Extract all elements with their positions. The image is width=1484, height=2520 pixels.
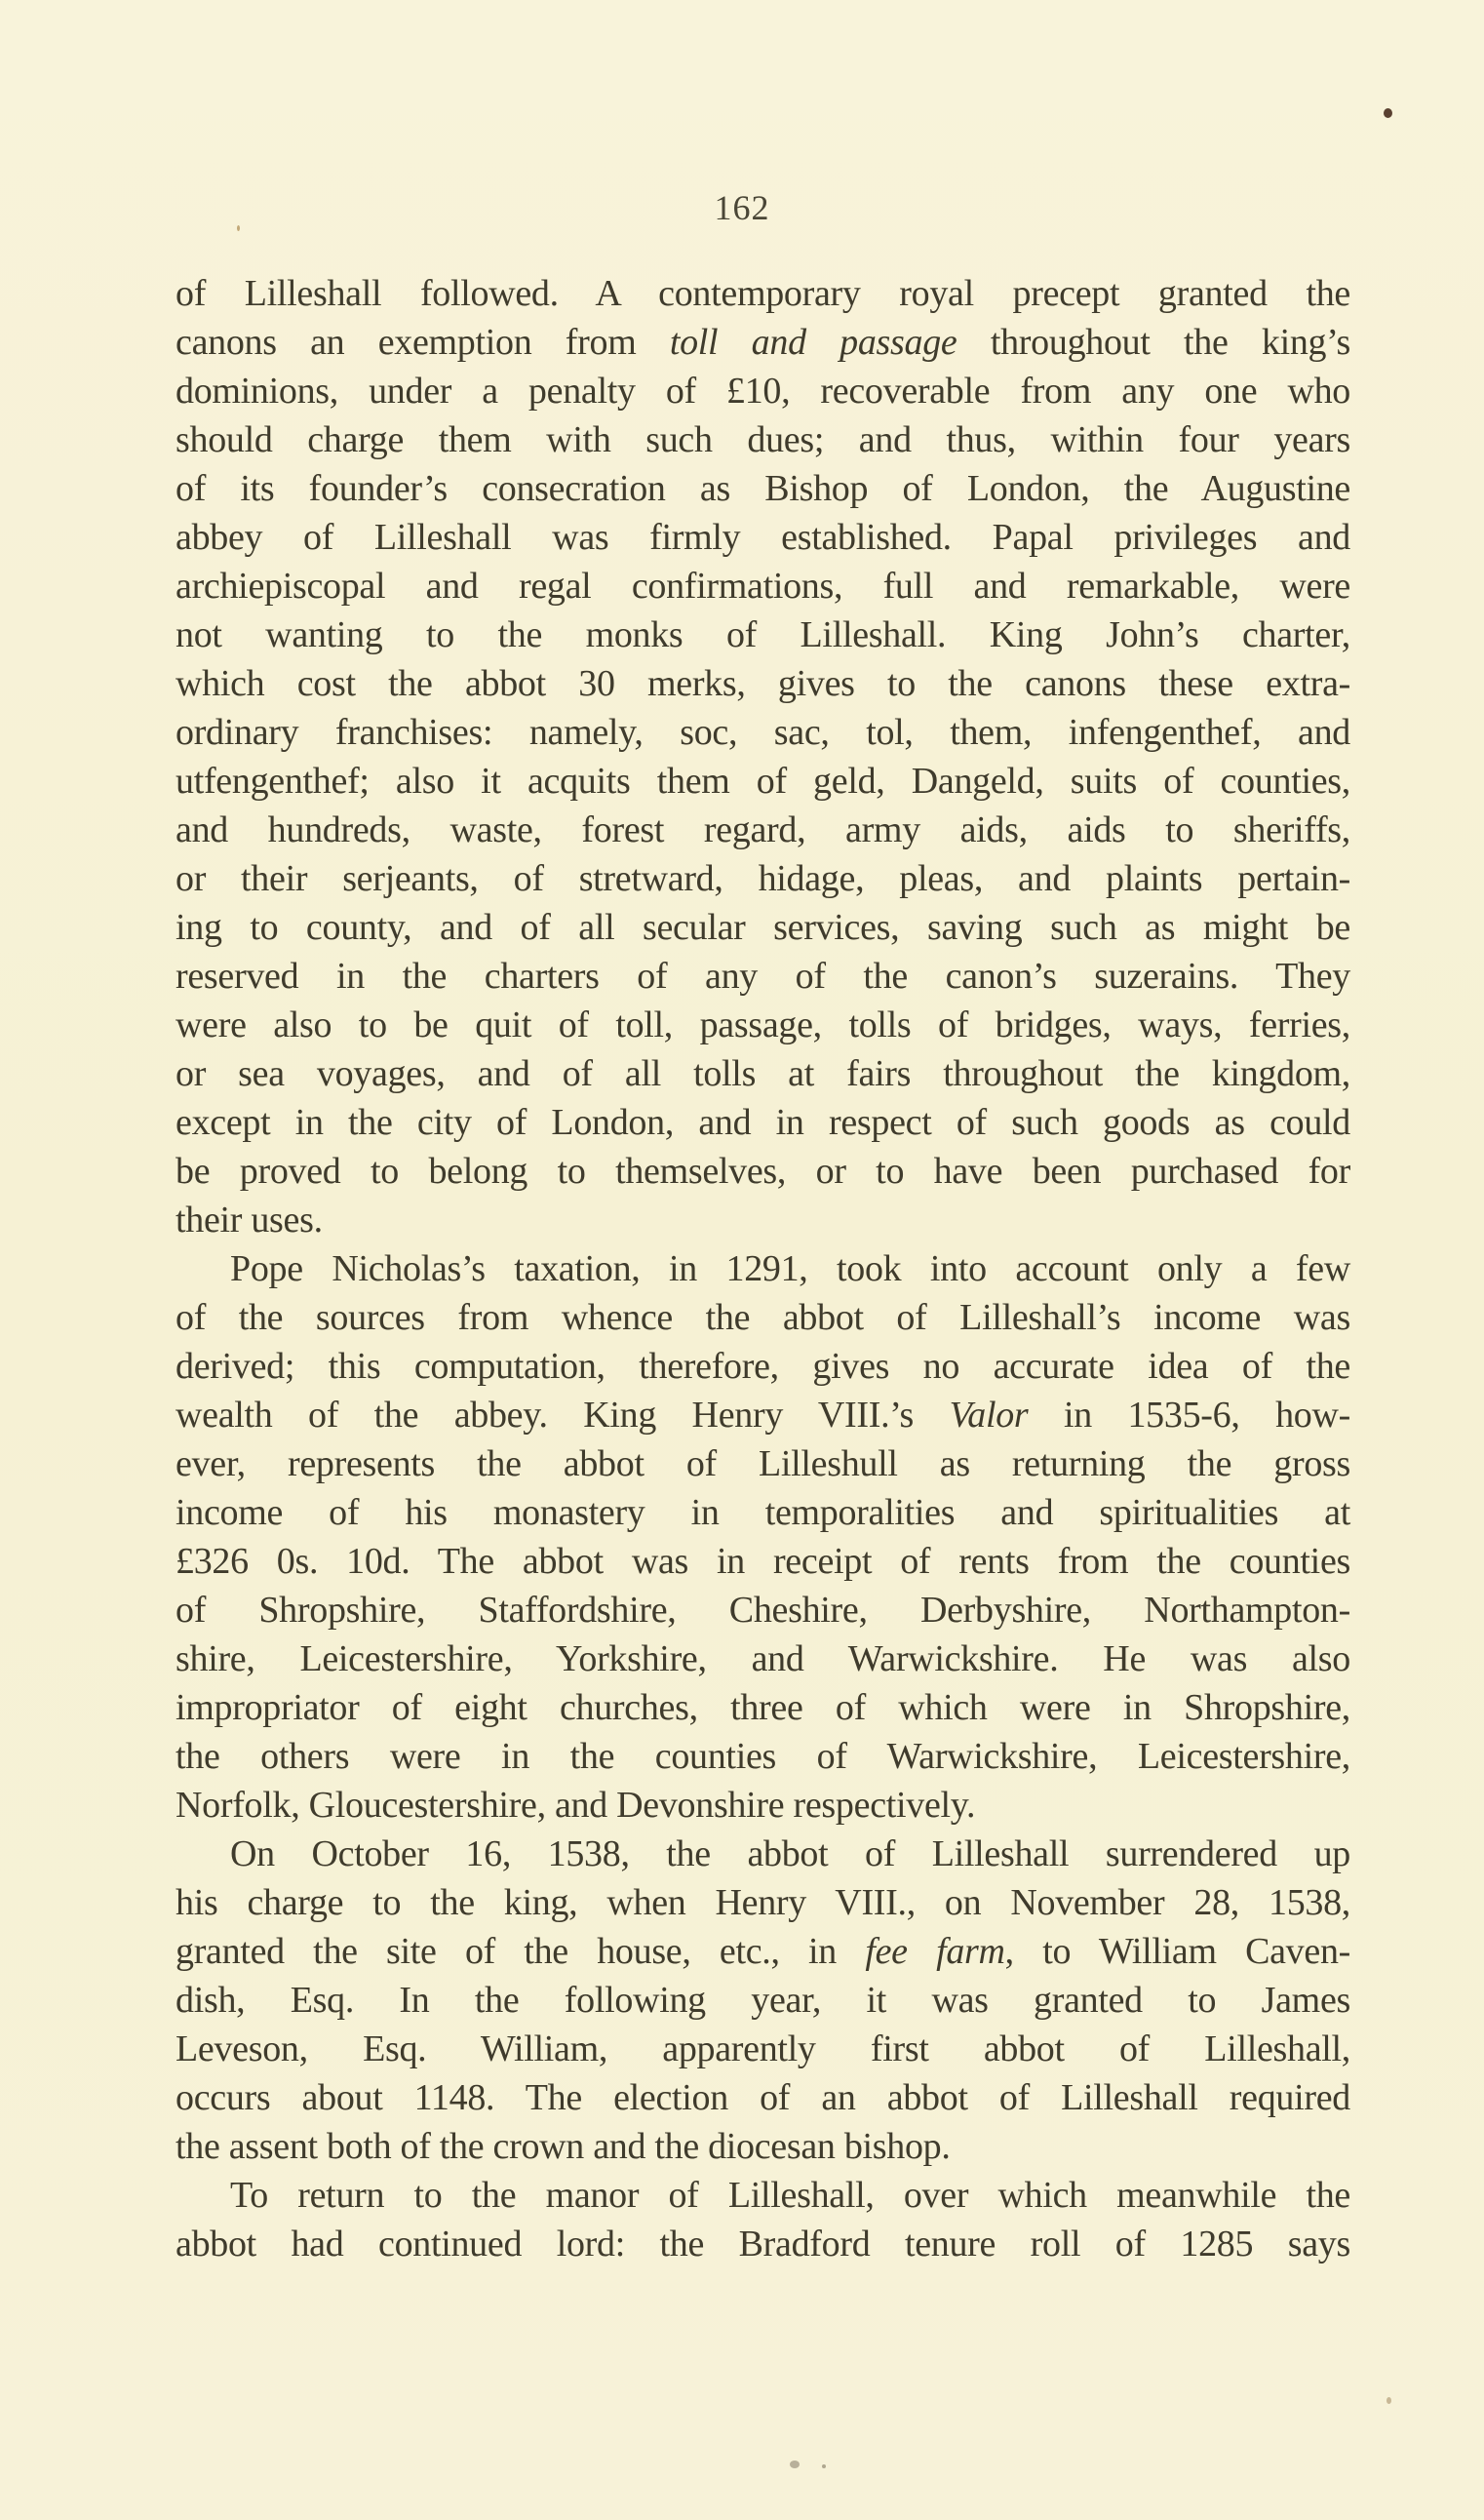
text-line: utfengenthef; also it acquits them of geld, Dangeld, suits of counties, (176, 761, 1350, 802)
text-line: archiepiscopal and regal confirmations, full and remarkable, were (176, 566, 1350, 607)
paragraph-first-line: To return to the manor of Lilleshall, over which meanwhile the (230, 2175, 1350, 2216)
text-line: the others were in the counties of Warwickshire, Leicestershire, (176, 1736, 1350, 1777)
text-line: ever, represents the abbot of Lilleshull as returning the gross (176, 1443, 1350, 1484)
ink-speck (822, 2464, 826, 2468)
text-line: except in the city of London, and in respect of such goods as could (176, 1102, 1350, 1143)
text-line: abbey of Lilleshall was firmly established. Papal privileges and (176, 517, 1350, 558)
text-line: their uses. (176, 1200, 323, 1240)
text-line: of the sources from whence the abbot of Lilleshall’s income was (176, 1297, 1350, 1338)
text-segment: canons an exemption from (176, 322, 670, 363)
text-segment: wealth of the abbey. King Henry VIII.’s (176, 1395, 950, 1436)
text-segment: in 1535-6, how- (1028, 1395, 1350, 1436)
text-line: or their serjeants, of stretward, hidage, pleas, and plaints pertain- (176, 858, 1350, 899)
text-segment: granted the site of the house, etc., in (176, 1931, 866, 1972)
text-line: derived; this computation, therefore, gives no accurate idea of the (176, 1346, 1350, 1387)
italic-phrase: toll and passage (669, 322, 957, 363)
paragraph-first-line: On October 16, 1538, the abbot of Lilleshall surrendered up (230, 1833, 1350, 1874)
text-line: or sea voyages, and of all tolls at fairs throughout the kingdom, (176, 1053, 1350, 1094)
text-line: the assent both of the crown and the diocesan bishop. (176, 2126, 951, 2167)
text-line: which cost the abbot 30 merks, gives to the canons these extra- (176, 663, 1350, 704)
text-line: impropriator of eight churches, three of which were in Shropshire, (176, 1687, 1350, 1728)
text-line: reserved in the charters of any of the canon’s suzerains. They (176, 956, 1350, 997)
text-line: of Shropshire, Staffordshire, Cheshire, Derbyshire, Northampton- (176, 1590, 1350, 1631)
text-line: ordinary franchises: namely, soc, sac, tol, them, infengenthef, and (176, 712, 1350, 753)
ink-speck (790, 2461, 800, 2468)
text-line: occurs about 1148. The election of an abbot of Lilleshall required (176, 2077, 1350, 2118)
paragraph-first-line: Pope Nicholas’s taxation, in 1291, took into account only a few (230, 1248, 1350, 1289)
body-text (176, 269, 1350, 2268)
text-line: Leveson, Esq. William, apparently first abbot of Lilleshall, (176, 2028, 1350, 2069)
text-line (176, 1391, 1350, 1439)
page-number: 162 (714, 188, 770, 227)
text-segment: , to William Caven- (1004, 1931, 1350, 1972)
text-line (176, 1927, 1350, 1976)
text-line (176, 318, 1350, 367)
text-line: income of his monastery in temporalities and spiritualities at (176, 1492, 1350, 1533)
text-line: Norfolk, Gloucestershire, and Devonshire respectively. (176, 1785, 976, 1826)
text-line: dominions, under a penalty of £10, recoverable from any one who (176, 371, 1350, 412)
text-line: abbot had continued lord: the Bradford tenure roll of 1285 says (176, 2224, 1350, 2264)
text-line: dish, Esq. In the following year, it was granted to James (176, 1980, 1350, 2021)
text-line: his charge to the king, when Henry VIII., on November 28, 1538, (176, 1882, 1350, 1923)
italic-phrase: Valor (949, 1395, 1029, 1436)
ink-speck (1386, 2397, 1391, 2404)
text-segment: throughout the king’s (957, 322, 1350, 363)
text-line: shire, Leicestershire, Yorkshire, and Warwickshire. He was also (176, 1638, 1350, 1679)
text-line: should charge them with such dues; and thus, within four years (176, 419, 1350, 460)
ink-speck (1384, 108, 1392, 118)
text-line: be proved to belong to themselves, or to have been purchased for (176, 1151, 1350, 1192)
text-line: not wanting to the monks of Lilleshall. King John’s charter, (176, 614, 1350, 655)
text-line: of its founder’s consecration as Bishop of London, the Augustine (176, 468, 1350, 509)
text-line: ing to county, and of all secular services, saving such as might be (176, 907, 1350, 948)
text-line: and hundreds, waste, forest regard, army aids, aids to sheriffs, (176, 809, 1350, 850)
text-line: £326 0s. 10d. The abbot was in receipt of rents from the counties (176, 1541, 1350, 1582)
text-line: were also to be quit of toll, passage, tolls of bridges, ways, ferries, (176, 1004, 1350, 1045)
text-line: of Lilleshall followed. A contemporary royal precept granted the (176, 273, 1350, 314)
italic-phrase: fee farm (865, 1931, 1005, 1972)
